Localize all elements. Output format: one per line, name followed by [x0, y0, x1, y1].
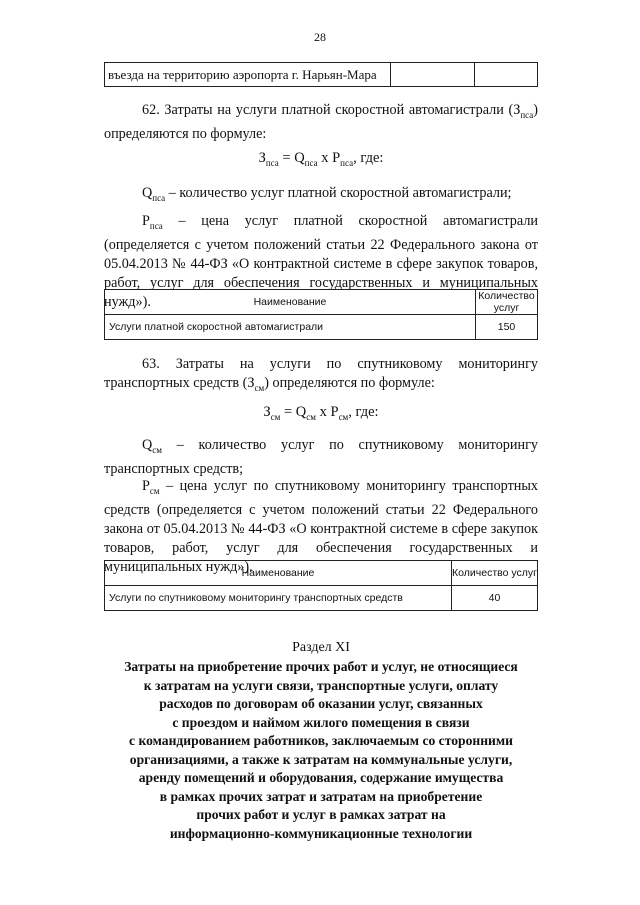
item63-table-qty: 40: [452, 586, 538, 611]
item63-p-definition: $Р_{см}$ – цена услуг по спутниковому мониторингу транспортных средств (определяется с учетом положений статьи 22 Федерального закона от 05.04.2013 № 44-ФЗ «О контрактной системе в сфере закупок товаров, работ, услуг для обеспечения государственных и муниципальных нужд»).: [104, 478, 538, 575]
item62-formula: $З_{пса} = Q_{пса}$ х $Р_{пса}$, где:: [258, 150, 384, 168]
section-title-line: Затраты на приобретение прочих работ и услуг, не относящиеся: [124, 659, 518, 674]
section-title-line: прочих работ и услуг в рамках затрат на: [196, 807, 446, 822]
item63-table-name: Услуги по спутниковому мониторингу транспортных средств: [105, 586, 452, 611]
item62-table: [104, 289, 538, 340]
top-table-cell-name: въезда на территорию аэропорта г. Нарьян-Мара: [105, 63, 391, 87]
page-number: 28: [314, 30, 326, 44]
section-title-line: аренду помещений и оборудования, содержание имущества: [138, 770, 504, 785]
section-title-line: к затратам на услуги связи, транспортные услуги, оплату: [143, 677, 499, 693]
item63-formula: $З_{см} = Q_{см}$ х $Р_{см}$, где:: [263, 404, 379, 422]
item62-table-header-name: Наименование: [105, 290, 476, 315]
item62-intro: 62. Затраты на услуги платной скоростной автомагистрали $(З_{пса})$ определяются по формуле:: [104, 102, 538, 142]
top-table-cell-2: [391, 63, 475, 87]
section-title-line: организациями, а также к затратам на коммунальные услуги,: [129, 751, 513, 767]
item63-intro: 63. Затраты на услуги по спутниковому мониторингу транспортных средств $(З_{см})$ определяются по формуле:: [104, 356, 538, 393]
item63-table-header-qty: Количество услуг: [452, 561, 538, 586]
item62-table-header-qty: Количество услуг: [476, 290, 538, 315]
item62-p-definition: $Р_{пса}$ – цена услуг платной скоростной автомагистрали (определяется с учетом положений статьи 22 Федерального закона от 05.04.2013 № 44-ФЗ «О контрактной системе в сфере закупок товаров, работ, услуг для обеспечения государственных и муниципальных нужд»).: [104, 213, 538, 310]
section-label: Раздел XI: [292, 640, 350, 655]
section-title-line: в рамках прочих затрат и затратам на приобретение: [159, 788, 483, 804]
section-title-line: расходов по договорам об оказании услуг, связанных: [159, 696, 483, 711]
item62-q-definition: $Q_{пса}$ – количество услуг платной скоростной автомагистрали;: [142, 185, 512, 203]
item62-table-qty: 150: [476, 315, 538, 340]
item63-q-definition: $Q_{см}$ – количество услуг по спутниковому мониторингу транспортных средств;: [104, 437, 538, 477]
top-table: [104, 62, 538, 87]
section-title-line: с проездом и наймом жилого помещения в связи: [172, 714, 470, 730]
section-title-line: с командированием работников, заключаемым со сторонними: [129, 733, 513, 748]
item63-table: [104, 560, 538, 611]
section-title: [104, 658, 538, 843]
item63-table-header-name: Наименование: [105, 561, 452, 586]
top-table-cell-3: [475, 63, 538, 87]
section-title-line: информационно-коммуникационные технологии: [169, 825, 473, 841]
item62-table-name: Услуги платной скоростной автомагистрали: [105, 315, 476, 340]
